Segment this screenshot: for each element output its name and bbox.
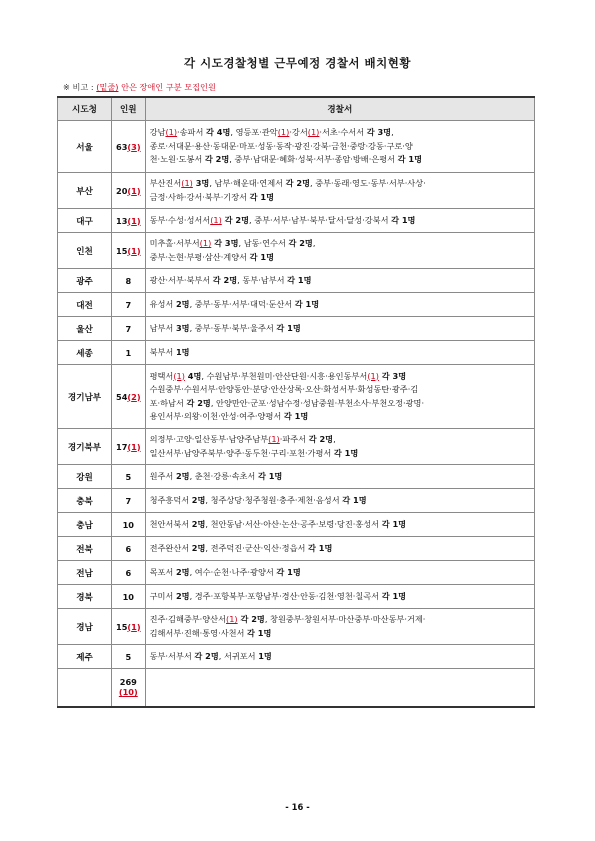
disabled-quota: (1) [210, 214, 222, 225]
station-text: , 여수·순천·나주·광양서 [189, 566, 277, 577]
quota-text: 2명 [175, 298, 190, 309]
quota-text: 각 3명 [378, 370, 407, 381]
quota-text: 각 1명 [247, 627, 272, 638]
station-text: 평택서 [149, 370, 174, 381]
quota-text: 각 1명 [287, 274, 312, 285]
cell-stations [145, 537, 534, 561]
cell-stations [145, 513, 534, 537]
disabled-quota-value: 1 [131, 185, 137, 196]
disabled-quota: (1) [173, 370, 185, 381]
count-value: 7 [125, 299, 132, 310]
disabled-quota: (1) [127, 185, 141, 196]
station-text: , [391, 127, 394, 138]
count-value: 20 [116, 185, 128, 196]
station-line [150, 383, 530, 397]
cell-region: 서울 [58, 121, 112, 173]
count-value: 15 [116, 245, 128, 256]
header-region: 시도청 [58, 97, 112, 121]
cell-region: 제주 [58, 645, 112, 669]
disabled-quota: (2) [127, 391, 141, 402]
count-value: 54 [116, 391, 128, 402]
note-paren: (밑줄) [96, 82, 119, 92]
station-text: , [312, 238, 316, 248]
table-row [58, 465, 535, 489]
disabled-quota: (10) [118, 687, 138, 698]
station-text: 청주흥덕서 [149, 494, 192, 505]
disabled-quota: (1) [127, 245, 141, 256]
disabled-quota: (3) [127, 141, 141, 152]
table-row [58, 269, 535, 293]
station-line [150, 470, 530, 484]
disabled-quota: (1) [307, 127, 320, 138]
table-body [58, 121, 535, 707]
count-value: 8 [125, 275, 132, 286]
cell-count [112, 173, 146, 209]
table-row [58, 173, 535, 209]
note-prefix: ※ 비고 : [63, 82, 97, 92]
station-text: 종로·서대문·용산·동대문·마포·성동·동작·광진·강북·금천·중랑·강동·구로·양 [149, 140, 413, 151]
cell-count [112, 537, 146, 561]
cell-stations [145, 609, 534, 645]
station-line [150, 177, 530, 191]
cell-count [112, 645, 146, 669]
station-text: , 중부·동부·북부·울주서 [189, 322, 277, 333]
disabled-quota: (1) [268, 434, 280, 444]
cell-stations [145, 465, 534, 489]
table-row [58, 341, 535, 365]
station-line [150, 153, 530, 167]
station-text: , 남부·해운대·연제서 [209, 178, 286, 188]
quota-text: 각 1명 [308, 542, 333, 553]
quota-text: 각 2명 [308, 434, 334, 444]
disabled-quota-value: 1 [131, 245, 137, 256]
cell-stations [145, 209, 534, 233]
station-text: 용인서부·의왕·이천·안성·여주·양평서 [149, 411, 284, 421]
disabled-quota-value: 1 [131, 215, 137, 226]
cell-region: 인천 [58, 233, 112, 269]
count-value: 1 [125, 347, 132, 358]
table-row [58, 513, 535, 537]
count-value: 10 [122, 591, 134, 602]
cell-count [112, 585, 146, 609]
station-line [150, 542, 530, 556]
station-text: 동부·서부서 [149, 650, 195, 661]
cell-stations [145, 317, 534, 341]
disabled-quota: (1) [181, 178, 193, 188]
station-line [150, 126, 530, 140]
table-row [58, 585, 535, 609]
station-text: , 서귀포서 [218, 650, 259, 661]
quota-text: 각 3명 [366, 127, 392, 138]
station-text: , 중부·남대문·혜화·성북·서부·종암·방배·은평서 [229, 154, 398, 165]
cell-stations [145, 429, 534, 465]
station-text: 구미서 [149, 590, 176, 601]
count-value: 63 [116, 141, 128, 152]
table-row [58, 537, 535, 561]
cell-stations [145, 669, 534, 707]
quota-text: 각 2명 [221, 214, 250, 225]
station-line [150, 494, 530, 508]
quota-text: 각 3명 [211, 238, 239, 248]
count-value: 6 [125, 543, 132, 554]
station-text: 천안서북서 [149, 518, 192, 529]
count-value: 6 [125, 567, 132, 578]
cell-stations [145, 365, 534, 429]
station-line [150, 274, 530, 288]
table-row [58, 609, 535, 645]
cell-count [112, 489, 146, 513]
table-header-row [58, 97, 535, 121]
cell-region: 대전 [58, 293, 112, 317]
station-text: , 영등포·관악 [230, 127, 278, 138]
quota-text: 각 2명 [212, 274, 238, 285]
cell-count [112, 365, 146, 429]
station-text: , [333, 434, 336, 444]
station-text: , 동부·남부서 [237, 274, 288, 285]
cell-stations [145, 585, 534, 609]
count-value: 7 [125, 323, 132, 334]
cell-region: 충남 [58, 513, 112, 537]
station-text: 미추홀·서부서 [149, 238, 200, 248]
quota-text: 각 1명 [276, 566, 301, 577]
quota-text: 각 4명 [205, 127, 231, 138]
cell-region: 경북 [58, 585, 112, 609]
station-text: 북부서 [149, 346, 176, 357]
cell-stations [145, 269, 534, 293]
quota-text: 각 1명 [381, 518, 407, 529]
station-text: , 청주상당·청주청원·충주·제천·음성서 [205, 494, 343, 505]
table-row [58, 489, 535, 513]
station-text: ·강서 [289, 127, 308, 138]
cell-region: 충북 [58, 489, 112, 513]
cell-region: 경남 [58, 609, 112, 645]
cell-count [112, 121, 146, 173]
station-line [150, 140, 530, 154]
table-row-total [58, 669, 535, 707]
station-text: 목포서 [149, 566, 176, 577]
cell-stations [145, 233, 534, 269]
count-value: 7 [125, 495, 132, 506]
quota-text: 2명 [191, 494, 206, 505]
station-text: , 중부·동부·서부·대덕·둔산서 [189, 298, 295, 309]
disabled-quota: (1) [277, 127, 290, 138]
header-stations: 경찰서 [145, 97, 534, 121]
quota-text: 각 1명 [397, 154, 423, 165]
quota-text: 3명 [175, 322, 190, 333]
station-line [150, 251, 530, 265]
quota-text: 각 2명 [204, 154, 230, 165]
station-text: 일산서부·남양주북부·양주·동두천·구리·포천·가평서 [149, 447, 334, 458]
quota-text: 각 1명 [342, 494, 367, 505]
quota-text: 각 1명 [294, 298, 320, 309]
cell-region: 광주 [58, 269, 112, 293]
station-text: 동부·수성·성서서 [149, 214, 211, 225]
table-row [58, 293, 535, 317]
cell-stations [145, 341, 534, 365]
disabled-quota-value: 1 [131, 621, 137, 632]
table-row [58, 365, 535, 429]
quota-text: 1명 [258, 650, 272, 661]
disabled-quota-value: 3 [131, 141, 137, 152]
cell-count [112, 233, 146, 269]
cell-region: 전북 [58, 537, 112, 561]
disabled-quota: (1) [165, 127, 178, 138]
disabled-quota: (1) [127, 441, 141, 452]
cell-region: 세종 [58, 341, 112, 365]
station-text: ·파주서 [279, 434, 309, 444]
quota-text: 각 1명 [333, 447, 359, 458]
station-text: ·송파서 [177, 127, 206, 138]
cell-stations [145, 645, 534, 669]
station-text: , 경주·포항북부·포항남부·경산·안동·김천·영천·칠곡서 [189, 590, 382, 601]
cell-stations [145, 173, 534, 209]
cell-count [112, 269, 146, 293]
station-text: 남부서 [149, 322, 176, 333]
station-text: 의정부·고양·일산동부·남양주남부 [149, 434, 269, 444]
cell-count [112, 429, 146, 465]
station-line [150, 433, 530, 447]
cell-count [112, 669, 146, 707]
station-line [150, 346, 530, 360]
station-text: 진주·김해중부·양산서 [149, 614, 226, 624]
disabled-quota-value: 1 [131, 441, 137, 452]
quota-text: 4명 [184, 370, 202, 381]
count-value: 5 [125, 651, 132, 662]
station-text: 유성서 [149, 298, 176, 309]
note [63, 82, 216, 93]
station-text: 천·노원·도봉서 [149, 154, 205, 165]
station-text: 전주완산서 [149, 542, 192, 553]
count-value: 13 [116, 215, 128, 226]
cell-stations [145, 489, 534, 513]
table-row [58, 429, 535, 465]
station-text: , 창원중부·창원서부·마산중부·마산동부·거제· [264, 614, 426, 624]
quota-text: 각 1명 [249, 251, 274, 262]
quota-text: 2명 [175, 470, 190, 481]
quota-text: 각 1명 [257, 470, 283, 481]
cell-count [112, 341, 146, 365]
disabled-quota: (1) [127, 215, 141, 226]
disabled-quota-value: 2 [131, 391, 137, 402]
station-text: 중부·논현·부평·삼산·계양서 [149, 251, 250, 262]
table-row [58, 233, 535, 269]
cell-count [112, 317, 146, 341]
cell-region: 전남 [58, 561, 112, 585]
station-text: , 수원남부·부천원미·안산단원·시흥·용인동부서 [201, 370, 368, 381]
disabled-quota-value: 10 [122, 687, 134, 698]
quota-text: 각 2명 [237, 614, 265, 624]
station-line [150, 410, 530, 424]
count-value: 17 [116, 441, 128, 452]
quota-text: 2명 [191, 542, 206, 553]
station-text: 부산진서 [149, 178, 182, 188]
station-text: , 춘천·강릉·속초서 [189, 470, 258, 481]
cell-region: 부산 [58, 173, 112, 209]
quota-text: 각 1명 [283, 411, 309, 421]
cell-region: 경기북부 [58, 429, 112, 465]
quota-text: 2명 [175, 566, 190, 577]
quota-text: 2명 [175, 590, 190, 601]
station-text: , 전주덕진·군산·익산·정읍서 [205, 542, 308, 553]
station-text: 김해서부·진해·통영·사천서 [149, 627, 248, 638]
station-line [150, 397, 530, 411]
station-line [150, 214, 530, 228]
cell-region: 대구 [58, 209, 112, 233]
quota-text: 각 2명 [288, 238, 313, 248]
table-row [58, 317, 535, 341]
station-line [150, 298, 530, 312]
station-text: , 천안동남·서산·아산·논산·공주·보령·당진·홍성서 [205, 518, 382, 529]
station-text: 포·하남서 [149, 397, 187, 408]
cell-stations [145, 293, 534, 317]
cell-region [58, 669, 112, 707]
cell-region: 경기남부 [58, 365, 112, 429]
station-line [150, 322, 530, 336]
quota-text: 각 1명 [391, 214, 416, 225]
cell-stations [145, 121, 534, 173]
station-line [150, 370, 530, 384]
station-line [150, 447, 530, 461]
station-text: 금정·사하·강서·북부·기장서 [149, 191, 250, 202]
quota-text: 각 2명 [194, 650, 219, 661]
station-line [150, 518, 530, 532]
header-count: 인원 [112, 97, 146, 121]
deployment-table [57, 96, 535, 708]
table-row [58, 121, 535, 173]
cell-count [112, 293, 146, 317]
cell-count [112, 561, 146, 585]
station-line [150, 191, 530, 205]
station-line [150, 237, 530, 251]
quota-text: 1명 [175, 346, 190, 357]
count-value: 15 [116, 621, 128, 632]
cell-count [112, 209, 146, 233]
count-value: 5 [125, 471, 132, 482]
count-value: 269 [119, 677, 137, 688]
station-line [150, 566, 530, 580]
station-text: ·서초·수서서 [319, 127, 367, 138]
table-row [58, 645, 535, 669]
cell-count [112, 513, 146, 537]
station-text: 광산·서부·북부서 [149, 274, 213, 285]
quota-text: 2명 [191, 518, 206, 529]
disabled-quota: (1) [199, 238, 212, 248]
table-row [58, 561, 535, 585]
quota-text: 각 2명 [285, 178, 310, 188]
disabled-quota: (1) [127, 621, 141, 632]
station-line [150, 590, 530, 604]
cell-count [112, 609, 146, 645]
quota-text: 3명 [192, 178, 210, 188]
page-title: 각 시도경찰청별 근무예정 경찰서 배치현황 [184, 56, 411, 70]
station-text: , 안양만안·군포·성남수정·성남중원·부천소사·부천오정·광명· [210, 397, 425, 408]
cell-region: 울산 [58, 317, 112, 341]
disabled-quota: (1) [226, 614, 238, 624]
station-text: 수원중부·수원서부·안양동안·분당·안산상록·오산·화성서부·화성동탄·광주·김 [149, 384, 419, 394]
quota-text: 각 1명 [249, 191, 274, 202]
note-suffix: 안은 장애인 구분 모집인원 [118, 82, 216, 92]
station-line [150, 613, 530, 627]
station-text: , 중부·서부·남부·북부·달서·달성·강북서 [249, 214, 392, 225]
quota-text: 각 1명 [276, 322, 301, 333]
quota-text: 각 1명 [381, 590, 407, 601]
cell-count [112, 465, 146, 489]
station-text: 강남 [149, 127, 166, 138]
cell-region: 강원 [58, 465, 112, 489]
disabled-quota: (1) [367, 370, 379, 381]
station-text: , 중부·동래·영도·동부·서부·사상· [310, 178, 426, 188]
cell-stations [145, 561, 534, 585]
station-line [150, 650, 530, 664]
table-row [58, 209, 535, 233]
station-text: , 남동·연수서 [238, 238, 289, 248]
count-value: 10 [122, 519, 134, 530]
station-text: 원주서 [149, 470, 176, 481]
page-number: - 16 - [285, 802, 310, 812]
station-line [150, 627, 530, 641]
quota-text: 각 2명 [186, 397, 211, 408]
